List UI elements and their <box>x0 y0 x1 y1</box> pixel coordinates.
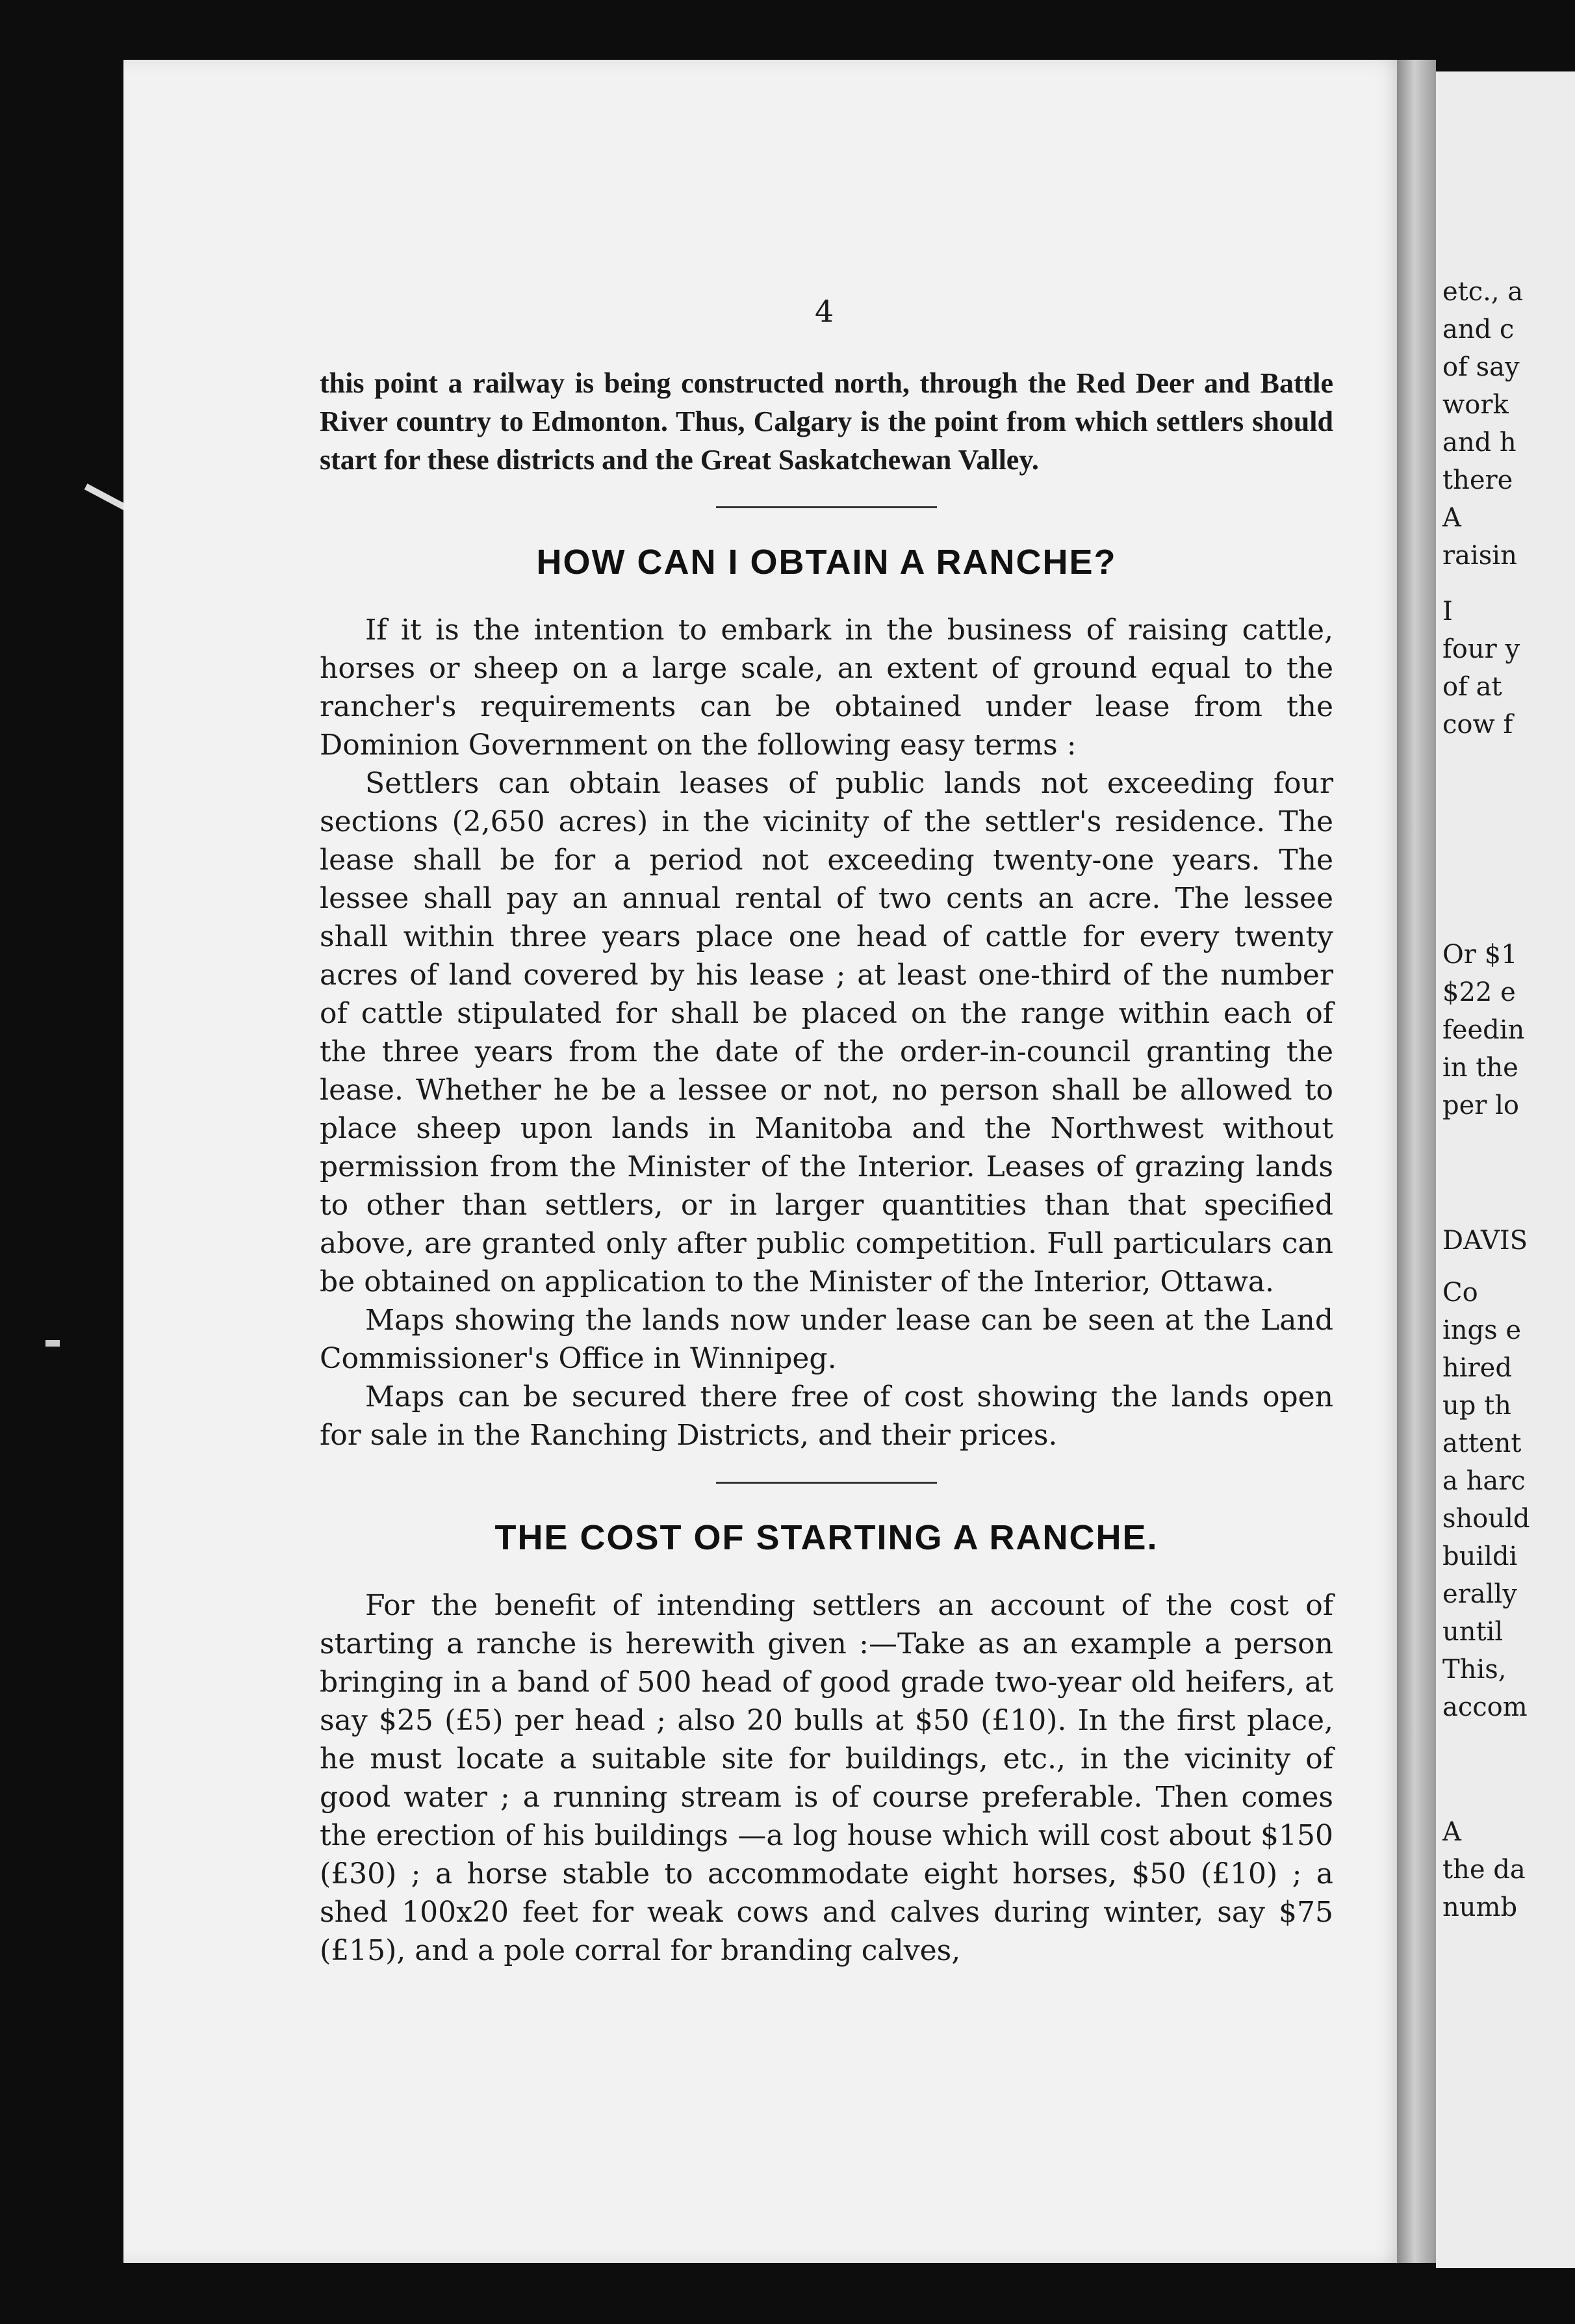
right-page-line: erally <box>1442 1579 1517 1609</box>
section-divider <box>716 506 937 508</box>
right-page-line: feedin <box>1442 1015 1525 1045</box>
right-page-line: $22 e <box>1442 977 1516 1007</box>
section-heading: THE COST OF STARTING A RANCHE. <box>494 1518 1159 1557</box>
right-page-line: Or $1 <box>1442 940 1518 970</box>
right-page-line: etc., a <box>1442 277 1524 307</box>
right-page-line: of at <box>1442 672 1502 702</box>
right-page-line: work <box>1442 390 1509 420</box>
right-page-line: ings e <box>1442 1315 1522 1345</box>
right-page-line: in the <box>1442 1053 1518 1083</box>
right-page-line: should <box>1442 1504 1530 1534</box>
right-page-line: and h <box>1442 428 1517 458</box>
body-paragraph: Maps can be secured there free of cost showing the lands open for sale in the Ranching Districts, and their prices. <box>320 1380 1333 1452</box>
right-page-line: until <box>1442 1617 1504 1647</box>
body-paragraph: If it is the intention to embark in the business of raising cattle, horses or sheep on a large scale, an extent of ground equal to the rancher's requirements can be obtained under lease from the Dominion Government on the following easy terms : <box>320 613 1333 762</box>
right-page-line: there <box>1442 465 1513 495</box>
page-content <box>320 364 1333 1970</box>
intro-paragraph: this point a railway is being constructed north, through the Red Deer and Battle River country to Edmonton. Thus, Calgary is the point from which settlers should start for these districts and the Great Saskatchewan Valley. <box>320 367 1333 476</box>
right-page-line: the da <box>1442 1855 1526 1885</box>
right-page-line: and c <box>1442 315 1515 344</box>
right-page-line: DAVIS <box>1442 1226 1528 1256</box>
right-page-line: up th <box>1442 1391 1511 1421</box>
page-number: 4 <box>815 294 834 329</box>
right-page-line: four y <box>1442 634 1520 664</box>
body-paragraph: For the benefit of intending settlers an account of the cost of starting a ranche is herewith given :—Take as an example a person bringing in a band of 500 head of good grade two-year old heifers, at say $25 (£5) per head ; also 20 bulls at $50 (£10). In the first place, he must locate a suitable site for buildings, etc., in the vicinity of good water ; a running stream is of course preferable. Then comes the erection of his buildings —a log house which will cost about $150 (£30) ; a horse stable to accommodate eight horses, $50 (£10) ; a shed 100x20 feet for weak cows and calves during winter, say $75 (£15), and a pole corral for branding calves, <box>320 1589 1333 1967</box>
right-page-line: buildi <box>1442 1542 1518 1571</box>
right-page-line: cow f <box>1442 710 1513 740</box>
right-page-line: A <box>1442 503 1461 533</box>
body-paragraph: Settlers can obtain leases of public lands not exceeding four sections (2,650 acres) in the vicinity of the settler's residence. The lease shall be for a period not exceeding twenty-one years. The lessee shall pay an annual rental of two cents an acre. The lessee shall within three years place one head of cattle for every twenty acres of land covered by his lease ; at least one-third of the number of cattle stipulated for shall be placed on the range within each of the three years from the date of the order-in-council granting the lease. Whether he be a lessee or not, no person shall be allowed to place sheep upon lands in Manitoba and the Northwest without permission from the Minister of the Interior. Leases of grazing lands to other than settlers, or in larger quantities than that specified above, are granted only after public competition. Full particulars can be obtained on application to the Minister of the Interior, Ottawa. <box>320 767 1333 1298</box>
right-page-line: A <box>1442 1817 1461 1847</box>
right-page-line: I <box>1442 597 1453 626</box>
body-paragraph: Maps showing the lands now under lease can be seen at the Land Commissioner's Office in Winnipeg. <box>320 1304 1333 1375</box>
page-gutter <box>1397 60 1436 2263</box>
right-page-line: hired <box>1442 1353 1512 1383</box>
right-page-line: accom <box>1442 1692 1528 1722</box>
section-divider <box>716 1482 937 1484</box>
right-page-line: numb <box>1442 1892 1518 1922</box>
right-page-line: This, <box>1442 1655 1507 1685</box>
right-page-line: per lo <box>1442 1091 1519 1120</box>
right-page-line: a harc <box>1442 1466 1526 1496</box>
right-page-line: attent <box>1442 1428 1522 1458</box>
right-page-line: of say <box>1442 352 1520 382</box>
right-page-line: Co <box>1442 1278 1478 1308</box>
section-heading: HOW CAN I OBTAIN A RANCHE? <box>536 543 1117 582</box>
margin-mark <box>45 1340 60 1347</box>
right-page <box>1436 71 1575 2268</box>
right-page-line: raisin <box>1442 541 1517 571</box>
